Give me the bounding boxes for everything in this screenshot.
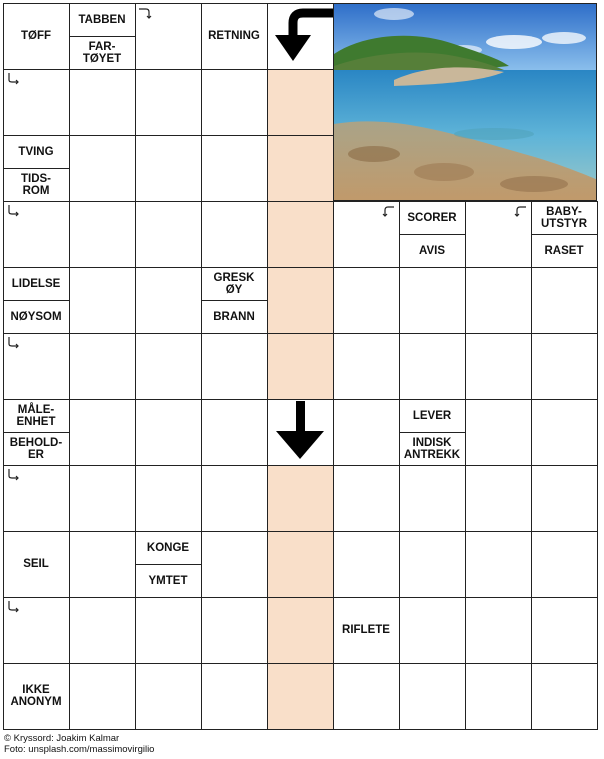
crossword-credit: © Kryssord: Joakim Kalmar <box>4 733 120 744</box>
grid-cell[interactable] <box>531 399 598 466</box>
clue-text: TIDS- ROM <box>3 168 69 201</box>
bent-down-arrow-icon <box>267 3 333 69</box>
curved-arrow-icon <box>6 72 20 86</box>
grid-cell[interactable] <box>69 69 136 136</box>
grid-cell[interactable] <box>135 267 202 334</box>
grid-cell[interactable] <box>135 465 202 532</box>
grid-cell[interactable] <box>69 597 136 664</box>
grid-cell[interactable] <box>267 69 334 136</box>
beach-image <box>334 4 597 201</box>
grid-cell[interactable] <box>333 531 400 598</box>
grid-cell[interactable] <box>201 597 268 664</box>
clue-text: TØFF <box>20 30 52 42</box>
grid-cell[interactable] <box>465 267 532 334</box>
grid-cell[interactable] <box>465 531 532 598</box>
grid-cell[interactable] <box>267 531 334 598</box>
grid-cell[interactable] <box>333 399 400 466</box>
grid-cell[interactable] <box>465 465 532 532</box>
clue-text: BEHOLD- ER <box>3 432 69 465</box>
grid-cell[interactable] <box>333 663 400 730</box>
grid-cell[interactable] <box>135 69 202 136</box>
grid-cell[interactable] <box>333 267 400 334</box>
clue-text: SEIL <box>23 558 49 570</box>
curved-arrow-icon <box>6 468 20 482</box>
grid-cell[interactable] <box>201 135 268 202</box>
grid-cell[interactable] <box>69 267 136 334</box>
grid-cell[interactable] <box>69 135 136 202</box>
grid-cell[interactable] <box>531 531 598 598</box>
clue-text: TABBEN <box>78 13 126 26</box>
curved-arrow-icon <box>6 336 20 350</box>
grid-cell[interactable] <box>201 663 268 730</box>
grid-cell[interactable] <box>69 465 136 532</box>
clue-text: AVIS <box>399 234 465 267</box>
grid-cell[interactable] <box>69 399 136 466</box>
clue-text: RASET <box>531 234 597 267</box>
grid-cell[interactable] <box>201 69 268 136</box>
grid-cell[interactable] <box>69 531 136 598</box>
grid-cell[interactable] <box>531 597 598 664</box>
clue-text: BABY- UTSTYR <box>541 205 587 230</box>
clue-text: SCORER <box>407 211 457 224</box>
grid-cell[interactable] <box>267 465 334 532</box>
clue-text: KONGE <box>146 541 190 554</box>
grid-cell[interactable] <box>135 135 202 202</box>
grid-cell[interactable] <box>201 333 268 400</box>
grid-cell[interactable] <box>135 399 202 466</box>
grid-cell[interactable] <box>201 201 268 268</box>
grid-cell[interactable] <box>267 597 334 664</box>
curved-arrow-icon <box>513 204 527 218</box>
clue-text: FAR- TØYET <box>69 36 135 69</box>
grid-cell[interactable] <box>69 333 136 400</box>
grid-cell[interactable] <box>465 597 532 664</box>
down-arrow-icon <box>267 399 333 465</box>
credits <box>4 733 154 755</box>
grid-cell[interactable] <box>267 201 334 268</box>
clue-text: LIDELSE <box>11 277 61 290</box>
grid-cell[interactable] <box>201 399 268 466</box>
clue-text: IKKE ANONYM <box>10 684 62 708</box>
grid-cell[interactable] <box>333 333 400 400</box>
clue-text: BRANN <box>201 300 267 333</box>
grid-cell[interactable] <box>135 333 202 400</box>
grid-cell[interactable] <box>531 333 598 400</box>
grid-cell[interactable] <box>201 465 268 532</box>
clue-text: MÅLE- ENHET <box>16 403 56 428</box>
photo-credit: Foto: unsplash.com/massimovirgilio <box>4 744 155 755</box>
clue-text: NØYSOM <box>3 300 69 333</box>
grid-cell[interactable] <box>135 201 202 268</box>
grid-cell[interactable] <box>531 267 598 334</box>
clue-text: TVING <box>18 145 54 158</box>
clue-text: GRESK ØY <box>213 271 255 296</box>
grid-cell[interactable] <box>135 663 202 730</box>
grid-cell[interactable] <box>267 663 334 730</box>
grid-cell[interactable] <box>201 531 268 598</box>
curved-arrow-icon <box>138 6 152 20</box>
grid-cell[interactable] <box>465 333 532 400</box>
grid-cell[interactable] <box>399 267 466 334</box>
curved-arrow-icon <box>6 600 20 614</box>
grid-cell[interactable] <box>465 663 532 730</box>
grid-cell[interactable] <box>531 465 598 532</box>
grid-cell[interactable] <box>399 465 466 532</box>
grid-cell[interactable] <box>399 597 466 664</box>
grid-cell[interactable] <box>399 333 466 400</box>
clue-text: INDISK ANTREKK <box>399 432 465 465</box>
grid-cell[interactable] <box>531 663 598 730</box>
grid-cell[interactable] <box>267 267 334 334</box>
grid-cell[interactable] <box>69 663 136 730</box>
grid-cell[interactable] <box>267 135 334 202</box>
grid-cell[interactable] <box>69 201 136 268</box>
grid-cell[interactable] <box>399 531 466 598</box>
grid-cell[interactable] <box>399 663 466 730</box>
curved-arrow-icon <box>381 204 395 218</box>
grid-cell[interactable] <box>135 597 202 664</box>
grid-cell[interactable] <box>465 399 532 466</box>
curved-arrow-icon <box>6 204 20 218</box>
clue-text: RIFLETE <box>342 624 390 636</box>
clue-text: LEVER <box>412 409 452 422</box>
grid-cell[interactable] <box>267 333 334 400</box>
clue-text: YMTET <box>135 564 201 597</box>
beach-photo <box>333 3 597 201</box>
grid-cell[interactable] <box>333 465 400 532</box>
clue-text: RETNING <box>208 30 260 42</box>
